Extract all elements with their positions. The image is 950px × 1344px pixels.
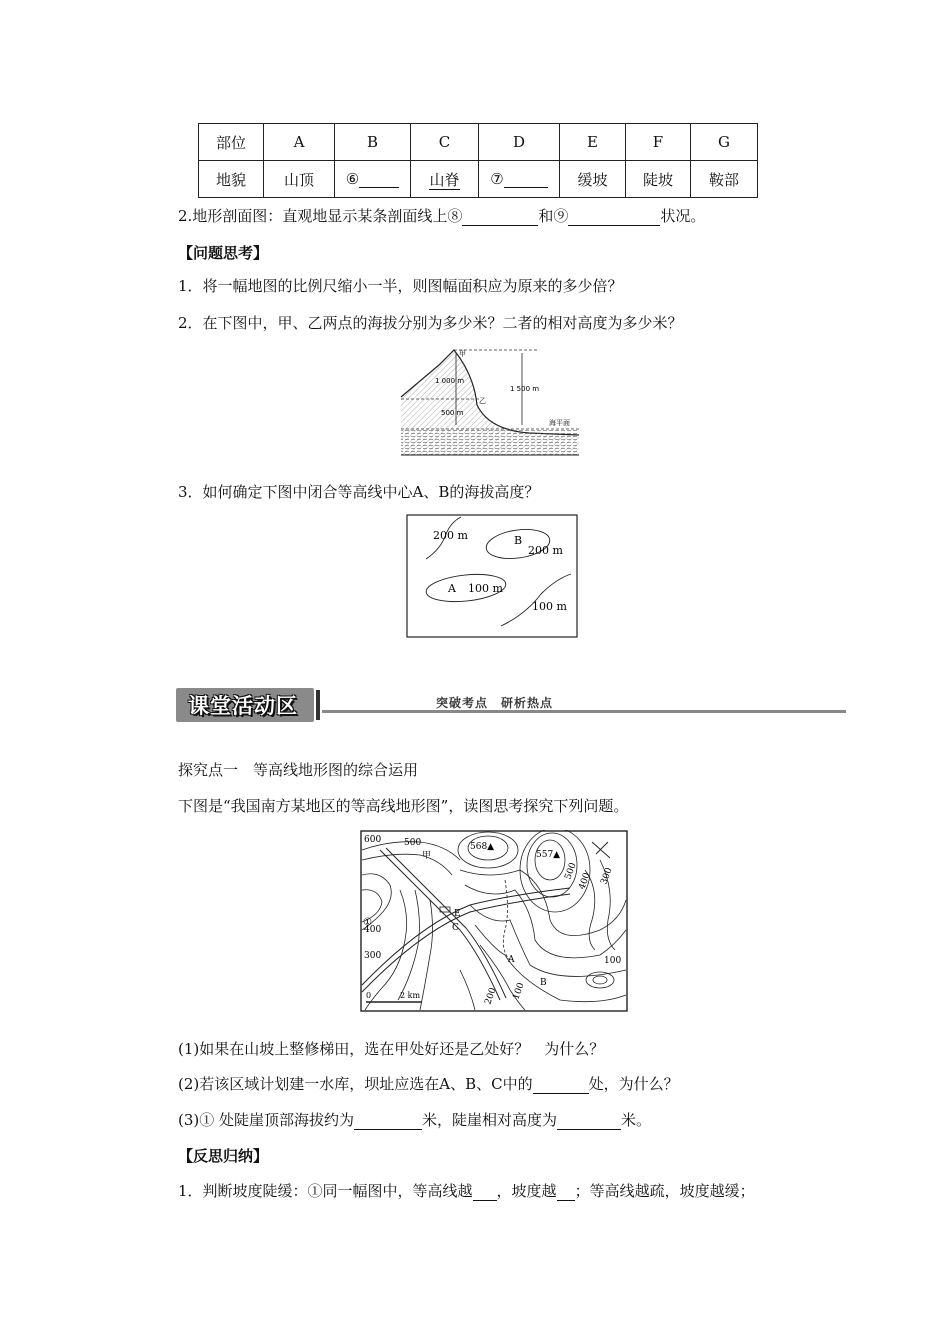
- answer-blank[interactable]: [504, 171, 548, 188]
- table-cell: 山顶: [264, 161, 335, 198]
- summary-1-text-end: ；等高线越疏，坡度越缓；: [574, 1182, 755, 1200]
- label-600: 600: [364, 835, 382, 845]
- answer-blank[interactable]: [557, 1184, 575, 1201]
- label-A: A: [508, 955, 515, 965]
- label-400: 400: [364, 925, 382, 935]
- blank-6-label: ⑥: [345, 170, 360, 188]
- summary-1-text: 1．判断坡度陡缓：①同一幅图中，等高线越: [178, 1182, 473, 1200]
- explore-intro: 下图是“我国南方某地区的等高线地形图”，读图思考探究下列问题。: [178, 797, 629, 815]
- answer-blank[interactable]: [473, 1184, 497, 1201]
- label-557-peak: 557▲: [536, 850, 561, 860]
- table-cell: [335, 161, 411, 198]
- table-cell: D: [479, 124, 560, 161]
- label-jia: 甲: [422, 851, 432, 861]
- label-400: 400: [577, 871, 593, 892]
- problem-3-text: (3)① 处陡崖顶部海拔约为: [178, 1111, 355, 1129]
- label-yi: 乙: [479, 397, 486, 405]
- question-1: 1．将一幅地图的比例尺缩小一半，则图幅面积应为原来的多少倍？: [178, 277, 623, 295]
- answer-blank[interactable]: [354, 1113, 422, 1130]
- label-1000m: 1 000 m: [435, 377, 465, 385]
- table-cell: A: [264, 124, 335, 161]
- table-cell: 陡坡: [626, 161, 691, 198]
- answer-blank[interactable]: [462, 209, 538, 226]
- label-1500m: 1 500 m: [510, 385, 540, 393]
- scale-zero: 0: [366, 991, 372, 1000]
- problem-2: [178, 1074, 679, 1094]
- table-cell: C: [411, 124, 479, 161]
- profile-line: [178, 206, 705, 226]
- table-row: [199, 161, 758, 198]
- profile-text-mid: 和⑨: [538, 207, 569, 225]
- banner-rule: [322, 710, 846, 713]
- ridge-label: 山脊: [429, 170, 460, 189]
- problem-2-text: (2)若该区域计划建一水库，坝址应选在A、B、C中的: [178, 1075, 533, 1093]
- label-500m: 500 m: [441, 409, 464, 417]
- banner-divider: [316, 690, 320, 720]
- answer-blank[interactable]: [533, 1077, 589, 1094]
- problem-3: [178, 1110, 651, 1130]
- table-row: [199, 124, 758, 161]
- label-200m: 200 m: [528, 544, 563, 557]
- scale-2km: 2 km: [400, 991, 421, 1000]
- label-300: 300: [599, 866, 615, 887]
- label-500: 500: [404, 838, 422, 848]
- problem-2-text-end: 处，为什么？: [588, 1075, 679, 1093]
- banner-title: [188, 690, 320, 724]
- heading-think: 【问题思考】: [178, 244, 269, 262]
- answer-blank[interactable]: [359, 171, 399, 188]
- banner-subtitle: 突破考点 研析热点: [436, 696, 554, 710]
- profile-text-end: 状况。: [660, 207, 706, 225]
- answer-blank[interactable]: [568, 209, 660, 226]
- table-cell: [411, 161, 479, 198]
- table-cell: E: [560, 124, 626, 161]
- table-cell: [479, 161, 560, 198]
- banner-title-text: 课堂活动区: [188, 694, 298, 718]
- label-100m: 100 m: [532, 600, 567, 613]
- question-2: 2．在下图中，甲、乙两点的海拔分别为多少米？二者的相对高度为多少米？: [178, 314, 683, 332]
- label-B: B: [514, 534, 523, 547]
- elevation-profile-figure: [399, 345, 581, 457]
- label-200: 200: [483, 986, 499, 1007]
- label-E: E: [454, 909, 461, 919]
- question-3: 3．如何确定下图中闭合等高线中心A、B的海拔高度？: [178, 483, 540, 501]
- summary-1-text-mid: ，坡度越: [496, 1182, 557, 1200]
- label-C: C: [452, 923, 459, 933]
- problem-3-text-mid: 米，陡崖相对高度为: [422, 1111, 558, 1129]
- label-200m: 200 m: [433, 529, 468, 542]
- profile-text: 2.地形剖面图：直观地显示某条剖面线上⑧: [178, 207, 463, 225]
- problem-1: (1)如果在山坡上整修梯田，选在甲处好还是乙处好？ 为什么？: [178, 1040, 605, 1058]
- summary-1: [178, 1181, 755, 1201]
- label-B: B: [540, 978, 547, 988]
- table-cell: B: [335, 124, 411, 161]
- answer-blank[interactable]: [557, 1113, 621, 1130]
- label-A: A: [448, 582, 456, 595]
- table-cell: 鞍部: [691, 161, 758, 198]
- closed-contour-figure: [406, 514, 578, 638]
- label-500: 500: [563, 861, 579, 882]
- topographic-map-figure: [360, 830, 628, 1012]
- blank-7-label: ⑦: [490, 170, 504, 188]
- label-100: 100: [511, 981, 527, 1002]
- label-jia: 甲: [459, 350, 466, 358]
- table-cell: 地貌: [199, 161, 264, 198]
- label-100: 100: [604, 956, 622, 966]
- label-100m: 100 m: [468, 582, 503, 595]
- problem-3-text-end: 米。: [621, 1111, 652, 1129]
- heading-summary: 【反思归纳】: [178, 1147, 269, 1165]
- terrain-table: [198, 123, 758, 198]
- explore-title: 探究点一 等高线地形图的综合运用: [178, 761, 419, 779]
- table-cell: 缓坡: [560, 161, 626, 198]
- label-cliff-1: ①: [363, 917, 372, 928]
- table-cell: G: [691, 124, 758, 161]
- label-568-peak: 568▲: [470, 842, 495, 852]
- table-cell: F: [626, 124, 691, 161]
- label-300: 300: [364, 951, 382, 961]
- label-sea-level: 海平面: [549, 419, 570, 427]
- table-cell: 部位: [199, 124, 264, 161]
